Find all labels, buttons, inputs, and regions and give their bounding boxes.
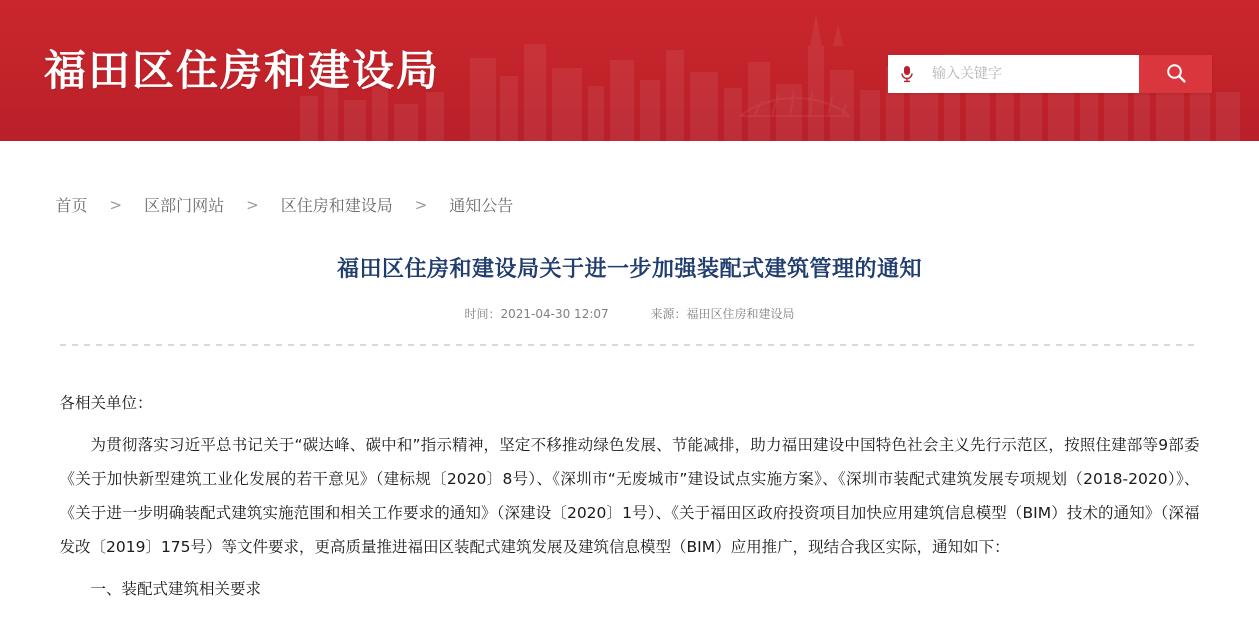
publish-time: 时间：2021-04-30 12:07: [464, 307, 609, 321]
divider: [60, 344, 1200, 346]
site-search: [888, 55, 1212, 93]
search-button[interactable]: [1139, 55, 1212, 93]
paragraph-section-1-heading: 一、装配式建筑相关要求: [90, 580, 262, 598]
breadcrumb-separator: >: [109, 195, 123, 214]
site-title: 福田区住房和建设局: [44, 46, 441, 95]
breadcrumb-area: [0, 141, 1259, 216]
breadcrumb-item-notices[interactable]: 通知公告: [449, 196, 514, 215]
search-icon: [1165, 62, 1187, 87]
breadcrumb-item-home[interactable]: 首页: [55, 196, 88, 215]
breadcrumb-separator: >: [414, 195, 428, 214]
search-box: [888, 55, 1139, 93]
article-source: 来源：福田区住房和建设局: [650, 307, 795, 321]
search-input[interactable]: [920, 56, 1139, 92]
article-meta: [60, 305, 1200, 322]
site-header: [0, 0, 1259, 141]
article: [40, 252, 1220, 606]
breadcrumb-item-housing-bureau[interactable]: 区住房和建设局: [280, 196, 393, 215]
microphone-icon[interactable]: [898, 64, 916, 84]
breadcrumb-separator: >: [246, 195, 259, 214]
paragraph-intro: 为贯彻落实习近平总书记关于“碳达峰、碳中和”指示精神，坚定不移推动绿色发展、节能减排，助力福田建设中国特色社会主义先行示范区，按照住建部等9部委《关于加快新型建筑工业化发展的若干意见》（建标规〔2020〕8号）、《深圳市“无废城市”建设试点实施方案》、《深圳市装配式建筑发展专项规划（2018-2020）》、《关于进一步明确装配式建筑实施范围和相关工作要求的通知》（深建设〔2020〕1号）、《关于福田区政府投资项目加快应用建筑信息模型（BIM）技术的通知》（深福发改〔2019〕175号）等文件要求，更高质量推进福田区装配式建筑发展及建筑信息模型（BIM）应用推广，现结合我区实际，通知如下：: [59, 436, 1200, 556]
paragraph-salutation: 各相关单位：: [59, 394, 153, 412]
breadcrumb: [40, 193, 1220, 216]
page-title: 福田区住房和建设局关于进一步加强装配式建筑管理的通知: [336, 257, 922, 282]
article-body: [60, 386, 1200, 606]
breadcrumb-item-department-sites[interactable]: 区部门网站: [144, 196, 225, 215]
